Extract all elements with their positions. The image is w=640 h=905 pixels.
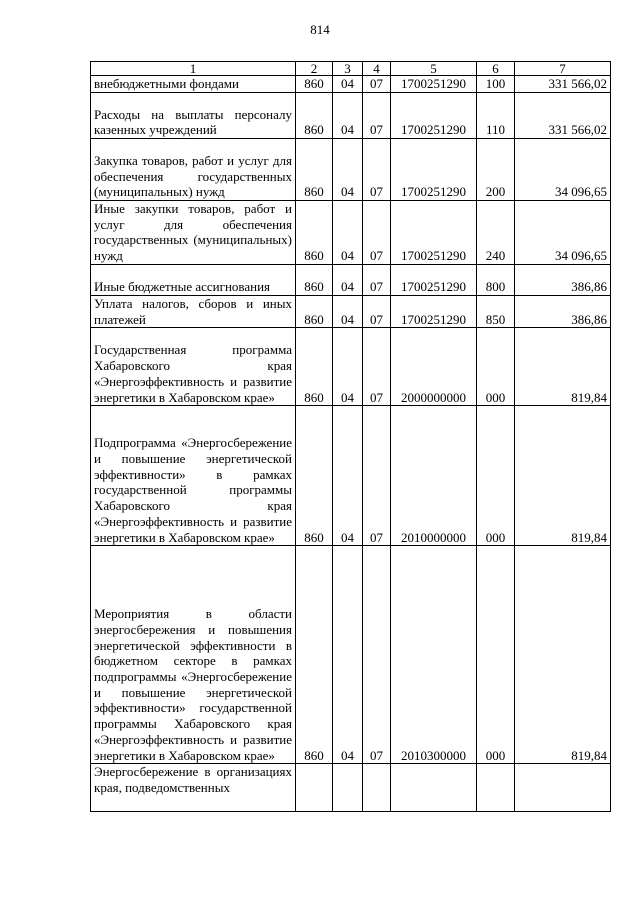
header-cell-col-6: 6 xyxy=(477,62,515,76)
cell-section-code xyxy=(333,764,363,812)
cell-target-code: 1700251290 xyxy=(391,295,477,327)
cell-section-code: 04 xyxy=(333,546,363,764)
cell-amount: 331 566,02 xyxy=(515,93,611,139)
cell-subsection-code: 07 xyxy=(363,139,391,201)
header-cell-col-2: 2 xyxy=(296,62,333,76)
cell-subsection-code: 07 xyxy=(363,264,391,295)
header-cell-col-1: 1 xyxy=(91,62,296,76)
cell-target-code: 2000000000 xyxy=(391,328,477,406)
cell-description: Иные закупки товаров, работ и услуг для обеспечения государственных (муниципальных) нужд xyxy=(91,201,296,265)
cell-section-code: 04 xyxy=(333,328,363,406)
table-row xyxy=(91,264,611,295)
cell-admin-code: 860 xyxy=(296,139,333,201)
budget-table xyxy=(90,61,611,812)
cell-expense-type-code: 200 xyxy=(477,139,515,201)
cell-amount: 386,86 xyxy=(515,264,611,295)
table-row xyxy=(91,546,611,764)
cell-expense-type-code: 240 xyxy=(477,201,515,265)
cell-admin-code: 860 xyxy=(296,76,333,93)
cell-description: Государственная программа Хабаровского края «Энергоэффективность и развитие энергетики в Хабаровском крае» xyxy=(91,328,296,406)
table-row xyxy=(91,328,611,406)
cell-target-code: 1700251290 xyxy=(391,76,477,93)
cell-description: Мероприятия в области энергосбережения и повышения энергетической эффективности в бюджетном секторе в рамках подпрограммы «Энергосбережение и повышение энергетической эффективности» государственной программы Хабаровского края «Энергоэффективность и развитие энергетики в Хабаровском крае» xyxy=(91,546,296,764)
cell-description: Уплата налогов, сборов и иных платежей xyxy=(91,295,296,327)
cell-amount: 819,84 xyxy=(515,546,611,764)
table-row xyxy=(91,406,611,546)
cell-subsection-code: 07 xyxy=(363,93,391,139)
cell-section-code: 04 xyxy=(333,201,363,265)
header-cell-col-3: 3 xyxy=(333,62,363,76)
cell-target-code: 1700251290 xyxy=(391,93,477,139)
budget-table-body xyxy=(91,62,611,812)
cell-target-code xyxy=(391,764,477,812)
cell-expense-type-code: 800 xyxy=(477,264,515,295)
cell-admin-code: 860 xyxy=(296,93,333,139)
cell-subsection-code xyxy=(363,764,391,812)
header-cell-col-4: 4 xyxy=(363,62,391,76)
cell-target-code: 2010000000 xyxy=(391,406,477,546)
table-header-row xyxy=(91,62,611,76)
page-number: 814 xyxy=(310,22,330,37)
cell-amount: 819,84 xyxy=(515,328,611,406)
cell-expense-type-code: 850 xyxy=(477,295,515,327)
cell-description: Энергосбережение в организациях края, подведомственных xyxy=(91,764,296,812)
table-row xyxy=(91,93,611,139)
cell-target-code: 2010300000 xyxy=(391,546,477,764)
cell-admin-code xyxy=(296,764,333,812)
cell-admin-code: 860 xyxy=(296,264,333,295)
cell-description: Иные бюджетные ассигнования xyxy=(91,264,296,295)
cell-expense-type-code xyxy=(477,764,515,812)
table-row xyxy=(91,139,611,201)
cell-target-code: 1700251290 xyxy=(391,201,477,265)
cell-subsection-code: 07 xyxy=(363,546,391,764)
cell-target-code: 1700251290 xyxy=(391,139,477,201)
cell-amount xyxy=(515,764,611,812)
cell-expense-type-code: 000 xyxy=(477,406,515,546)
cell-section-code: 04 xyxy=(333,264,363,295)
cell-section-code: 04 xyxy=(333,406,363,546)
table-row xyxy=(91,201,611,265)
cell-admin-code: 860 xyxy=(296,546,333,764)
cell-admin-code: 860 xyxy=(296,328,333,406)
cell-subsection-code: 07 xyxy=(363,295,391,327)
cell-description: Закупка товаров, работ и услуг для обеспечения государственных (муниципальных) нужд xyxy=(91,139,296,201)
cell-description: внебюджетными фондами xyxy=(91,76,296,93)
cell-expense-type-code: 100 xyxy=(477,76,515,93)
cell-section-code: 04 xyxy=(333,295,363,327)
cell-admin-code: 860 xyxy=(296,406,333,546)
cell-section-code: 04 xyxy=(333,93,363,139)
table-row xyxy=(91,764,611,812)
cell-expense-type-code: 000 xyxy=(477,546,515,764)
cell-amount: 34 096,65 xyxy=(515,201,611,265)
cell-description: Расходы на выплаты персоналу казенных учреждений xyxy=(91,93,296,139)
cell-subsection-code: 07 xyxy=(363,406,391,546)
cell-admin-code: 860 xyxy=(296,201,333,265)
cell-expense-type-code: 110 xyxy=(477,93,515,139)
cell-section-code: 04 xyxy=(333,139,363,201)
cell-expense-type-code: 000 xyxy=(477,328,515,406)
header-cell-col-7: 7 xyxy=(515,62,611,76)
table-row xyxy=(91,76,611,93)
cell-subsection-code: 07 xyxy=(363,328,391,406)
cell-subsection-code: 07 xyxy=(363,76,391,93)
cell-section-code: 04 xyxy=(333,76,363,93)
cell-amount: 331 566,02 xyxy=(515,76,611,93)
cell-subsection-code: 07 xyxy=(363,201,391,265)
cell-admin-code: 860 xyxy=(296,295,333,327)
cell-amount: 34 096,65 xyxy=(515,139,611,201)
cell-amount: 819,84 xyxy=(515,406,611,546)
cell-target-code: 1700251290 xyxy=(391,264,477,295)
cell-amount: 386,86 xyxy=(515,295,611,327)
header-cell-col-5: 5 xyxy=(391,62,477,76)
cell-description: Подпрограмма «Энергосбережение и повышение энергетической эффективности» в рамках государственной программы Хабаровского края «Энергоэффективность и развитие энергетики в Хабаровском крае» xyxy=(91,406,296,546)
table-row xyxy=(91,295,611,327)
